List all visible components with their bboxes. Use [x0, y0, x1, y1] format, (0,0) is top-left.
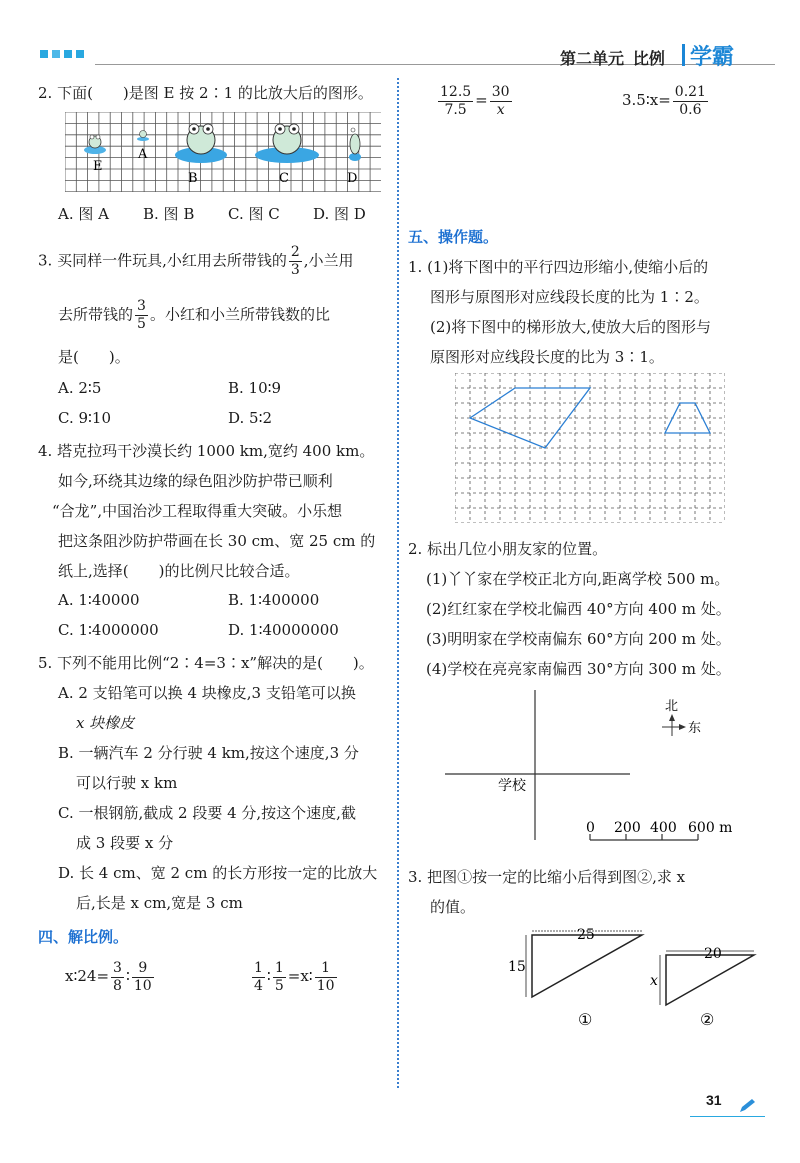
q2-option-d[interactable]: D. 图 D [313, 205, 366, 223]
q3-line3: 是( )。 [58, 348, 130, 366]
school-label: 学校 [498, 778, 526, 794]
q4-line3: “合龙”,中国治沙工程取得重大突破。小乐想 [52, 502, 343, 520]
q4-line5: 纸上,选择( )的比例尺比较合适。 [58, 562, 300, 580]
triangle-1 [532, 935, 642, 997]
q2-stem: 2. 下面( )是图 E 按 2∶1 的比放大后的图形。 [38, 84, 373, 102]
equation-3: $\frac{12.5}{7.5}$ = $\frac{30}{x}$ [440, 83, 510, 118]
op2-item2: (2)红红家在学校北偏西 40°方向 400 m 处。 [426, 600, 731, 618]
q4-option-b[interactable]: B. 1∶400000 [228, 591, 320, 609]
q3-option-d[interactable]: D. 5∶2 [228, 409, 273, 427]
q2-label-B: B [188, 171, 198, 186]
q5-option-b[interactable]: B. 一辆汽车 2 分行驶 4 km,按这个速度,3 分 [58, 744, 359, 762]
compass-icon [662, 714, 686, 736]
fig1-top-length: 25 [577, 927, 595, 943]
header-rule [95, 64, 775, 65]
equation-4: 3.5∶x= $\frac{0.21}{0.6}$ [622, 83, 706, 118]
q4-line4: 把这条阻沙防护带画在长 30 cm、宽 25 cm 的 [58, 532, 376, 550]
column-divider [397, 78, 399, 1088]
q2-label-C: C [279, 171, 289, 186]
q3-line1: 3. 买同样一件玩具,小红用去所带钱的 $\frac{2}{3}$ ,小兰用 [38, 244, 354, 278]
scale-label-400: 400 [650, 820, 677, 836]
header-square [64, 50, 72, 58]
scale-label-600: 600 m [688, 820, 733, 836]
q5-option-a[interactable]: A. 2 支铅笔可以换 4 块橡皮,3 支铅笔可以换 [58, 684, 356, 702]
q2-label-A: A [138, 147, 148, 162]
q5-option-c[interactable]: C. 一根钢筋,截成 2 段要 4 分,按这个速度,截 [58, 804, 356, 822]
q5-option-b-cont: 可以行驶 x km [76, 774, 178, 792]
op3-line2: 的值。 [430, 898, 476, 916]
brand-bar [682, 44, 685, 66]
op3-line1: 3. 把图①按一定的比缩小后得到图②,求 x [408, 868, 686, 886]
op2-item1: (1)丫丫家在学校正北方向,距离学校 500 m。 [426, 570, 730, 588]
header-square [76, 50, 84, 58]
op2-line1: 2. 标出几位小朋友家的位置。 [408, 540, 608, 558]
footer-rule [690, 1116, 765, 1117]
q2-label-E: E [93, 159, 103, 174]
q3-line2: 去所带钱的 $\frac{3}{5}$ 。小红和小兰所带钱数的比 [58, 298, 330, 332]
q2-option-c[interactable]: C. 图 C [228, 205, 280, 223]
op2-item4: (4)学校在亮亮家南偏西 30°方向 300 m 处。 [426, 660, 731, 678]
fig2-label: ② [700, 1010, 715, 1029]
scale-bar [590, 834, 698, 840]
section-4-title: 四、解比例。 [38, 928, 129, 946]
fig1-label: ① [578, 1010, 593, 1029]
q2-option-b[interactable]: B. 图 B [143, 205, 195, 223]
q2-option-a[interactable]: A. 图 A [58, 205, 109, 223]
q4-line2: 如今,环绕其边缘的绿色阻沙防护带已顺利 [58, 472, 333, 490]
triangle-2 [666, 955, 754, 1005]
q3-option-a[interactable]: A. 2∶5 [58, 379, 102, 397]
op1-dotted-grid [455, 373, 725, 523]
q5-option-c-cont: 成 3 段要 x 分 [76, 834, 174, 852]
op1-line2: 图形与原图形对应线段长度的比为 1∶2。 [430, 288, 709, 306]
scale-label-200: 200 [614, 820, 641, 836]
compass-east: 东 [688, 721, 702, 736]
brand-logo: 学霸 [690, 45, 735, 70]
op1-line1: 1. (1)将下图中的平行四边形缩小,使缩小后的 [408, 258, 709, 276]
pencil-icon [738, 1098, 758, 1114]
fig1-side-length: 15 [508, 959, 526, 975]
compass-north: 北 [665, 699, 679, 714]
fig2-side-length: x [650, 973, 658, 989]
q2-grid-figure [65, 112, 381, 192]
section-5-title: 五、操作题。 [408, 228, 499, 246]
q2-label-D: D [347, 171, 358, 186]
header-square [52, 50, 60, 58]
q5-stem: 5. 下列不能用比例“2∶4=3∶x”解决的是( )。 [38, 654, 374, 672]
q5-option-d-cont: 后,长是 x cm,宽是 3 cm [76, 894, 243, 912]
op1-line3: (2)将下图中的梯形放大,使放大后的图形与 [430, 318, 712, 336]
scale-label-0: 0 [586, 820, 595, 836]
frog-A-icon [137, 131, 149, 142]
op3-triangles [490, 925, 770, 1035]
q4-option-a[interactable]: A. 1∶40000 [58, 591, 140, 609]
q4-option-c[interactable]: C. 1∶4000000 [58, 621, 159, 639]
q5-option-a-cont: x 块橡皮 [76, 714, 135, 732]
unit-title: 第二单元 比例 [560, 51, 665, 68]
frog-C-icon [255, 124, 319, 163]
q3-option-c[interactable]: C. 9∶10 [58, 409, 112, 427]
op1-line4: 原图形对应线段长度的比为 3∶1。 [430, 348, 664, 366]
q4-option-d[interactable]: D. 1∶40000000 [228, 621, 339, 639]
q3-option-b[interactable]: B. 10∶9 [228, 379, 282, 397]
header-square [40, 50, 48, 58]
equation-1: x∶24= $\frac{3}{8}$ ∶ $\frac{9}{10}$ [65, 959, 152, 994]
frog-D-icon [349, 128, 361, 161]
equation-2: $\frac{1}{4}$ ∶ $\frac{1}{5}$ =x∶ $\frac{1}{10}$ [254, 959, 335, 994]
q5-option-d[interactable]: D. 长 4 cm、宽 2 cm 的长方形按一定的比放大 [58, 864, 378, 882]
op2-item3: (3)明明家在学校南偏东 60°方向 200 m 处。 [426, 630, 731, 648]
q4-line1: 4. 塔克拉玛干沙漠长约 1000 km,宽约 400 km。 [38, 442, 375, 460]
page-number: 31 [706, 1092, 722, 1108]
frog-B-icon [175, 124, 227, 163]
fig2-top-length: 20 [704, 946, 722, 962]
op2-map [440, 690, 780, 850]
